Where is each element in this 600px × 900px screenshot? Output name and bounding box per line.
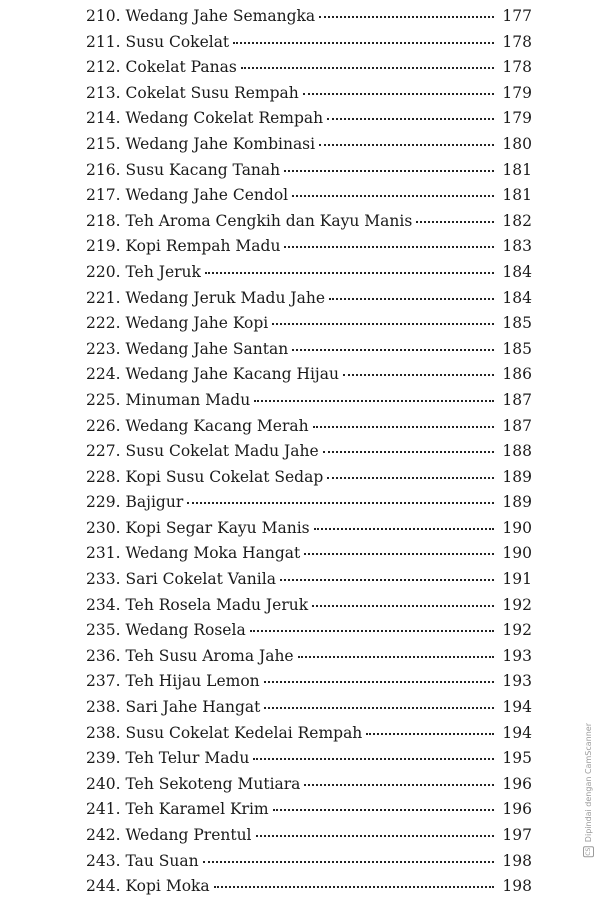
entry-title: Wedang Jahe Kacang Hijau <box>125 365 339 384</box>
toc-entry <box>86 618 532 644</box>
page-number: 195 <box>502 749 532 768</box>
entry-number: 227. <box>86 442 121 461</box>
entry-number: 210. <box>86 7 121 25</box>
page-number: 179 <box>502 83 532 102</box>
toc-entry <box>86 337 532 363</box>
toc-entry <box>86 439 532 465</box>
dot-leader <box>284 169 494 172</box>
toc-entry <box>86 593 532 619</box>
entry-title: Teh Sekoteng Mutiara <box>125 774 301 793</box>
entry-title: Wedang Cokelat Rempah <box>125 109 324 128</box>
entry-number: 240. <box>86 774 121 793</box>
entry-number: 220. <box>86 262 121 281</box>
page-number: 194 <box>502 723 532 742</box>
entry-number: 238. <box>86 723 121 742</box>
dot-leader <box>253 757 494 760</box>
entry-number: 234. <box>86 595 121 614</box>
dot-leader <box>264 706 494 709</box>
entry-number: 239. <box>86 749 121 768</box>
toc-entry <box>86 644 532 670</box>
page-number: 193 <box>502 672 532 691</box>
entry-title: Teh Hijau Lemon <box>125 672 260 691</box>
entry-title: Kopi Segar Kayu Manis <box>125 518 310 537</box>
entry-number: 211. <box>86 32 121 51</box>
page-number: 185 <box>502 339 532 358</box>
toc-entry <box>86 772 532 798</box>
entry-number: 235. <box>86 621 121 640</box>
entry-title: Susu Kacang Tanah <box>125 160 281 179</box>
dot-leader <box>292 194 494 197</box>
entry-number: 229. <box>86 493 121 512</box>
page-number: 198 <box>502 877 532 896</box>
page-number: 179 <box>502 109 532 128</box>
toc-entry <box>86 388 532 414</box>
entry-title: Wedang Moka Hangat <box>125 544 301 563</box>
dot-leader <box>272 322 494 325</box>
entry-number: 238. <box>86 698 121 717</box>
entry-number: 213. <box>86 83 121 102</box>
entry-number: 215. <box>86 134 121 153</box>
page-number: 182 <box>502 211 532 230</box>
entry-number: 242. <box>86 826 121 844</box>
dot-leader <box>250 629 494 632</box>
entry-number: 216. <box>86 160 121 179</box>
dot-leader <box>343 373 494 376</box>
dot-leader <box>303 92 494 95</box>
dot-leader <box>366 732 494 735</box>
toc-entry <box>86 362 532 388</box>
dot-leader <box>329 297 494 300</box>
dot-leader <box>304 783 494 786</box>
dot-leader <box>312 604 494 607</box>
entry-title: Wedang Prentul <box>125 826 252 844</box>
toc-entry <box>86 721 532 747</box>
toc-list <box>86 4 532 900</box>
dot-leader <box>323 450 494 453</box>
dot-leader <box>205 271 494 274</box>
page-number: 181 <box>502 186 532 205</box>
dot-leader <box>416 220 494 223</box>
entry-title: Teh Telur Madu <box>125 749 250 768</box>
dot-leader <box>233 41 494 44</box>
page-number: 192 <box>502 595 532 614</box>
page-number: 184 <box>502 262 532 281</box>
toc-entry <box>86 55 532 81</box>
toc-entry <box>86 260 532 286</box>
toc-entry <box>86 132 532 158</box>
page-number: 185 <box>502 314 532 333</box>
page-number: 189 <box>502 493 532 512</box>
dot-leader <box>313 425 494 428</box>
entry-title: Wedang Jahe Kombinasi <box>125 134 316 153</box>
toc-entry <box>86 490 532 516</box>
toc-entry <box>86 311 532 337</box>
entry-title: Bajigur <box>125 493 184 512</box>
entry-title: Kopi Susu Cokelat Sedap <box>125 467 324 486</box>
entry-title: Teh Aroma Cengkih dan Kayu Manis <box>125 211 413 230</box>
entry-title: Kopi Rempah Madu <box>125 237 281 256</box>
page-number: 191 <box>502 570 532 589</box>
toc-entry <box>86 81 532 107</box>
page-number: 181 <box>502 160 532 179</box>
toc-entry <box>86 234 532 260</box>
dot-leader <box>284 245 494 248</box>
page-number: 190 <box>502 518 532 537</box>
page-number: 178 <box>502 58 532 77</box>
page-number: 187 <box>502 390 532 409</box>
toc-entry <box>86 4 532 30</box>
entry-number: 244. <box>86 877 121 896</box>
entry-number: 237. <box>86 672 121 691</box>
entry-title: Wedang Rosela <box>125 621 246 640</box>
toc-entry <box>86 183 532 209</box>
entry-number: 226. <box>86 416 121 435</box>
page-number: 188 <box>502 442 532 461</box>
entry-number: 228. <box>86 467 121 486</box>
entry-title: Susu Cokelat Madu Jahe <box>125 442 319 461</box>
entry-number: 221. <box>86 288 121 307</box>
toc-entry <box>86 516 532 542</box>
page-number: 183 <box>502 237 532 256</box>
toc-entry <box>86 209 532 235</box>
toc-entry <box>86 746 532 772</box>
entry-number: 219. <box>86 237 121 256</box>
entry-title: Minuman Madu <box>125 390 251 409</box>
entry-title: Wedang Jahe Kopi <box>125 314 269 333</box>
entry-title: Wedang Jahe Santan <box>125 339 289 358</box>
entry-title: Cokelat Panas <box>125 58 237 77</box>
entry-number: 225. <box>86 390 121 409</box>
page-number: 190 <box>502 544 532 563</box>
entry-title: Teh Jeruk <box>125 262 201 281</box>
entry-title: Teh Rosela Madu Jeruk <box>125 595 309 614</box>
page-number: 197 <box>502 826 532 844</box>
dot-leader <box>254 399 494 402</box>
dot-leader <box>298 655 494 658</box>
entry-number: 218. <box>86 211 121 230</box>
page-number: 198 <box>502 851 532 870</box>
entry-title: Teh Karamel Krim <box>125 800 269 819</box>
dot-leader <box>319 15 494 18</box>
entry-title: Teh Susu Aroma Jahe <box>125 646 294 665</box>
toc-entry <box>86 106 532 132</box>
page-number: 193 <box>502 646 532 665</box>
dot-leader <box>327 476 494 479</box>
entry-number: 236. <box>86 646 121 665</box>
dot-leader <box>304 552 494 555</box>
toc-entry <box>86 158 532 184</box>
entry-number: 231. <box>86 544 121 563</box>
toc-entry <box>86 414 532 440</box>
dot-leader <box>273 808 494 811</box>
page-number: 186 <box>502 365 532 384</box>
page-number: 177 <box>502 7 532 25</box>
entry-number: 224. <box>86 365 121 384</box>
dot-leader <box>187 501 494 504</box>
page-number: 187 <box>502 416 532 435</box>
entry-number: 222. <box>86 314 121 333</box>
toc-entry <box>86 30 532 56</box>
page-number: 189 <box>502 467 532 486</box>
toc-entry <box>86 465 532 491</box>
toc-entry <box>86 797 532 823</box>
toc-entry <box>86 823 532 849</box>
page-number: 196 <box>502 800 532 819</box>
page-number: 180 <box>502 134 532 153</box>
dot-leader <box>264 680 494 683</box>
entry-number: 233. <box>86 570 121 589</box>
entry-title: Wedang Jahe Semangka <box>125 7 316 25</box>
entry-number: 214. <box>86 109 121 128</box>
toc-entry <box>86 567 532 593</box>
entry-title: Cokelat Susu Rempah <box>125 83 299 102</box>
page-number: 184 <box>502 288 532 307</box>
entry-title: Wedang Jeruk Madu Jahe <box>125 288 326 307</box>
entry-title: Wedang Kacang Merah <box>125 416 309 435</box>
page-number: 196 <box>502 774 532 793</box>
entry-number: 243. <box>86 851 121 870</box>
dot-leader <box>314 527 494 530</box>
entry-number: 223. <box>86 339 121 358</box>
watermark-text: Dipindai dengan CamScanner <box>584 722 593 842</box>
entry-title: Susu Cokelat Kedelai Rempah <box>125 723 363 742</box>
dot-leader <box>280 578 494 581</box>
dot-leader <box>327 117 494 120</box>
camscanner-logo-icon: CS <box>585 847 592 856</box>
dot-leader <box>292 348 494 351</box>
entry-title: Wedang Jahe Cendol <box>125 186 289 205</box>
entry-number: 212. <box>86 58 121 77</box>
entry-number: 230. <box>86 518 121 537</box>
entry-title: Susu Cokelat <box>125 32 230 51</box>
dot-leader <box>319 143 494 146</box>
toc-entry <box>86 669 532 695</box>
toc-entry <box>86 541 532 567</box>
entry-title: Kopi Moka <box>125 877 210 896</box>
page-number: 178 <box>502 32 532 51</box>
entry-number: 241. <box>86 800 121 819</box>
entry-number: 217. <box>86 186 121 205</box>
toc-entry <box>86 849 532 875</box>
entry-title: Tau Suan <box>125 851 199 870</box>
table-of-contents <box>86 4 532 900</box>
toc-entry <box>86 695 532 721</box>
page-number: 192 <box>502 621 532 640</box>
scanner-watermark <box>583 723 594 857</box>
dot-leader <box>256 834 494 837</box>
toc-entry <box>86 286 532 312</box>
entry-title: Sari Cokelat Vanila <box>125 570 276 589</box>
entry-title: Sari Jahe Hangat <box>125 698 261 717</box>
page-number: 194 <box>502 698 532 717</box>
dot-leader <box>203 860 494 863</box>
dot-leader <box>241 66 494 69</box>
